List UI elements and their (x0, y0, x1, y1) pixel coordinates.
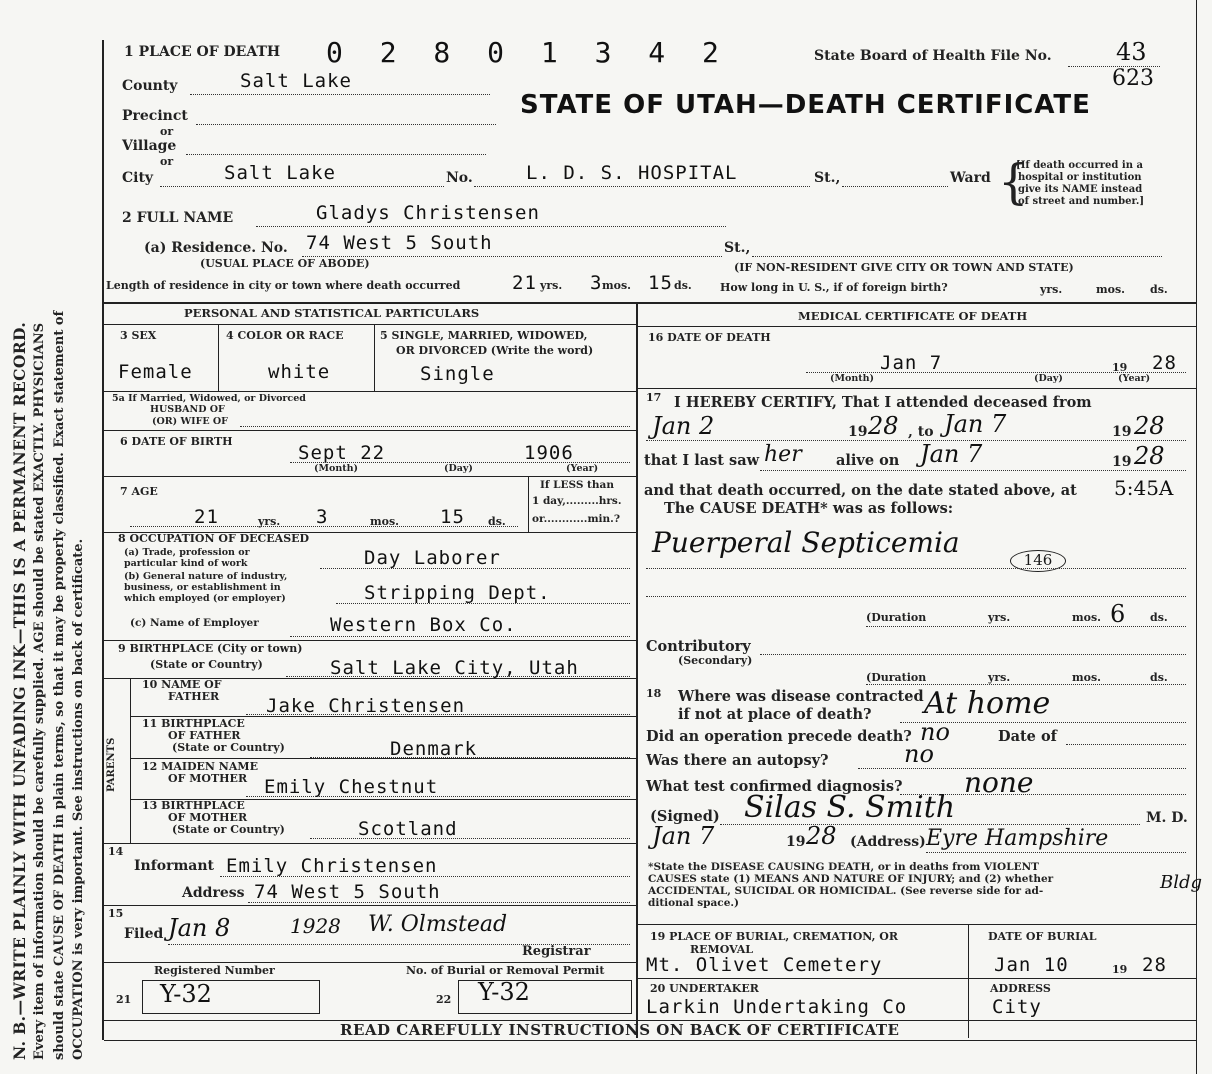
year-caption: (Year) (566, 463, 599, 474)
hours-label: 1 day,.........hrs. (532, 495, 622, 507)
residence-value: 74 West 5 South (306, 232, 493, 254)
disease-contracted-label: Where was disease contracted (678, 688, 924, 705)
county-label: County (122, 78, 178, 94)
occupation-a-label: (a) Trade, profession or (124, 547, 250, 558)
date-of-death-label: 16 DATE OF DEATH (648, 331, 771, 344)
burial-date-value: Jan 10 (994, 954, 1069, 976)
occupation-b-sublabel: business, or establishment in (124, 582, 281, 593)
informant-address-value: 74 West 5 South (254, 881, 441, 903)
disease-contracted-value: At home (924, 686, 1051, 721)
mother-birthplace-label: 13 BIRTHPLACE (142, 799, 245, 812)
violent-causes-note-3: ACCIDENTAL, SUICIDAL OR HOMICIDAL. (See reverse side for ad- (648, 885, 1044, 897)
wife-sublabel: (OR) WIFE OF (152, 416, 228, 427)
duration-value: 6 (1110, 600, 1126, 628)
occupation-a-sublabel: particular kind of work (124, 558, 248, 569)
hospital-note-3: give its NAME instead (1018, 184, 1143, 195)
personal-particulars-heading: PERSONAL AND STATISTICAL PARTICULARS (184, 306, 480, 320)
test-confirmed-label: What test confirmed diagnosis? (646, 778, 903, 795)
mother-sublabel: OF MOTHER (168, 772, 248, 785)
left-margin-instructions (4, 0, 92, 1060)
burial-place-value: Mt. Olivet Cemetery (646, 954, 883, 976)
disease-contracted-number: 18 (646, 687, 662, 700)
days-unit: ds. (1150, 671, 1168, 684)
residence-months: 3 (590, 272, 603, 294)
to-label: , to (908, 424, 934, 440)
filed-year: 1928 (290, 914, 341, 938)
months-unit: mos. (1096, 283, 1125, 296)
months-unit: mos. (1072, 611, 1101, 624)
age-days: 15 (440, 506, 465, 528)
date-of-birth-label: 6 DATE OF BIRTH (120, 435, 233, 448)
residence-street-label: St., (724, 240, 751, 256)
precinct-label: Precinct (122, 108, 188, 124)
duration-label: (Duration (866, 671, 927, 684)
left-frame-line (102, 40, 104, 1040)
days-unit: ds. (1150, 611, 1168, 624)
mother-birthplace-sublabel-2: (State or Country) (172, 823, 285, 836)
length-of-residence-label: Length of residence in city or town where death occurred (106, 279, 461, 292)
autopsy-label: Was there an autopsy? (646, 752, 829, 769)
city-label: City (122, 170, 154, 186)
less-than-label: If LESS than (540, 479, 614, 491)
death-year-prefix: 19 (1112, 361, 1128, 374)
mother-birthplace-sublabel: OF MOTHER (168, 811, 248, 824)
sex-label: 3 SEX (120, 329, 157, 342)
burial-permit-value: Y-32 (478, 978, 530, 1006)
alive-on-label: alive on (836, 452, 900, 469)
death-month-day: Jan 7 (880, 352, 943, 374)
operation-date-label: Date of (998, 728, 1057, 745)
time-of-death: 5:45A (1114, 476, 1174, 500)
place-of-death-label: 1 PLACE OF DEATH (124, 44, 281, 60)
street-number-label: No. (446, 170, 473, 186)
employer-label: (c) Name of Employer (130, 617, 259, 629)
age-months: 3 (316, 506, 329, 528)
physician-signature: Silas S. Smith (744, 790, 956, 825)
birth-year: 1906 (524, 442, 574, 464)
months-unit: mos. (1072, 671, 1101, 684)
file-number-secondary: 623 (1112, 66, 1154, 91)
year-caption: (Year) (1118, 373, 1151, 384)
signature-year: 28 (806, 822, 837, 850)
years-unit: yrs. (1040, 283, 1063, 296)
right-frame-line (1196, 0, 1197, 1074)
burial-year: 28 (1142, 954, 1167, 976)
undertaker-value: Larkin Undertaking Co (646, 996, 908, 1018)
cause-of-death-value: Puerperal Septicemia (652, 526, 960, 559)
or-label: or (160, 155, 174, 168)
mother-birthplace-value: Scotland (358, 818, 458, 840)
burial-permit-item: 22 (436, 993, 452, 1006)
file-number-label: State Board of Health File No. (814, 48, 1052, 64)
certificate-title: STATE OF UTAH—DEATH CERTIFICATE (520, 90, 1091, 120)
permanent-record-notice: N. B.—WRITE PLAINLY WITH UNFADING INK—THIS IS A PERMANENT RECORD. (10, 321, 29, 1060)
day-caption: (Day) (444, 463, 473, 474)
certify-statement: I HEREBY CERTIFY, That I attended deceased from (674, 394, 1092, 411)
test-confirmed-value: none (964, 766, 1034, 799)
hospital-note-4: of street and number.] (1018, 196, 1145, 207)
md-label: M. D. (1146, 810, 1188, 826)
attended-from-date: Jan 2 (652, 412, 715, 440)
cause-code: 146 (1010, 550, 1066, 572)
to-year-prefix: 19 (1112, 424, 1132, 440)
occupation-label: 8 OCCUPATION OF DECEASED (118, 532, 310, 545)
days-unit: ds. (674, 279, 692, 292)
month-caption: (Month) (830, 373, 875, 384)
occupation-b-label: (b) General nature of industry, (124, 571, 288, 582)
death-certificate: N. B.—WRITE PLAINLY WITH UNFADING INK—THIS IS A PERMANENT RECORD. Every item of information should be carefully supplied. AGE should be stated EXACTLY. PHYSICIANS should state CAUSE OF DEATH in plain terms, so that it may be properly classified. Exact statement of OCCUPATION is very important. See instructions on back of certificate. 1 PLACE OF DEATH 0 2 8 0 1 3 4 2 State Board of Health File No. 43 623 STATE OF UTAH—DEATH CERTIFICATE County Salt Lake Precinct or Village or City Salt Lake No. L. D. S. HOSPITAL St., Ward { [If death occurred in a hospital or institution give its NAME instead of street and number.] 2 FULL NAME Gladys Christensen (a) Residence. No. 74 West 5 South St., (USUAL PLACE OF ABODE) (IF NON-RESIDENT GIVE CITY OR TOWN AND STATE) Length of residence in city or town where death occurred 21 yrs. 3 mos. 15 ds. How long in U. S., if of foreign birth? yrs. mos. ds. PERSONAL AND STATISTICAL PARTICULARS 3 SEX Female 4 COLOR OR RACE white 5 SINGLE, MARRIED, WIDOWED, OR DIVORCED (Write the word) Single 5a If Married, Widowed, or Divorced HUSBAND OF (OR) WIFE OF 6 DATE OF BIRTH Sept 22 1906 (Month) (Day) (Year) 7 AGE 21 yrs. 3 mos. 15 ds. If LESS than 1 day,.........hrs. or............min.? 8 OCCUPATION OF DECEASED (a) Trade, profession or particular kind of work Day Laborer (b) General nature of industry, business, or establishment in which employed (or employer) Stripping Dept. (c) Name of Employer Western Box Co. 9 BIRTHPLACE (City or town) (State or Country) Salt Lake City, Utah PARENTS 10 NAME OF FATHER Jake Christensen 11 BIRTHPLACE OF FATHER (State or Country) Denmark 12 MAIDEN NAME OF MOTHER Emily Chestnut 13 BIRTHPLACE OF MOTHER (State or Country) Scotland 14 Informant Emily Christensen Address 74 West 5 South 15 Filed Jan 8 1928 W. Olmstead Registrar Registered Number No. of Burial or Removal Permit 21 Y-32 22 Y-32 MEDICAL CERTIFICATE OF DEATH 16 DATE OF DEATH Jan 7 19 28 (Month) (Day) (Year) 17 I HEREBY CERTIFY, That I attended deceased from Jan 2 19 28 , to Jan 7 19 28 that I last saw her alive on Jan 7 19 28 and that death occurred, on the date stated above, at 5:45A The CAUSE DEATH* was as follows: Puerperal Septicemia 146 (Duration yrs. mos. 6 ds. Contributory (Secondary) (Duration yrs. mos. ds. 18 Where was disease contracted if not at place of death? At home Did an operation precede death? no Date of Was there an autopsy? no What test confirmed diagnosis? none (Signed) Silas S. Smith M. D. Jan 7 19 28 (Address) Eyre Hampshire *State the DISEASE CAUSING DEATH, or in deaths from VIOLENT CAUSES state (1) MEANS AND NATURE OF INJURY; and (2) whether ACCIDENTAL, SUICIDAL OR HOMICIDAL. (See reverse side for ad- ditional space.) Bldg 19 PLACE OF BURIAL, CREMATION, OR REMOVAL Mt. Olivet Cemetery DATE OF BURIAL Jan 10 19 28 20 UNDERTAKER Larkin Undertaking Co ADDRESS City READ CAREFULLY INSTRUCTIONS ON BACK OF CERTIFICATE (0, 0, 1212, 1074)
employer-value: Western Box Co. (330, 614, 517, 636)
parents-label: PARENTS (106, 737, 117, 792)
from-year-prefix: 19 (848, 424, 868, 440)
attended-from-year: 28 (868, 412, 899, 440)
burial-permit-label: No. of Burial or Removal Permit (406, 964, 605, 977)
hospital-note-2: hospital or institution (1018, 172, 1142, 183)
autopsy-value: no (904, 740, 934, 768)
undertaker-label: 20 UNDERTAKER (650, 982, 759, 995)
color-race-value: white (268, 361, 331, 383)
color-race-label: 4 COLOR OR RACE (226, 329, 344, 342)
years-unit: yrs. (988, 611, 1011, 624)
non-resident-note: (IF NON-RESIDENT GIVE CITY OR TOWN AND STATE) (734, 261, 1074, 274)
duration-label: (Duration (866, 611, 927, 624)
father-sublabel: FATHER (168, 690, 220, 703)
father-birthplace-sublabel: OF FATHER (168, 729, 241, 742)
pronoun-value: her (764, 442, 802, 467)
footer-instructions: READ CAREFULLY INSTRUCTIONS ON BACK OF CERTIFICATE (340, 1021, 900, 1039)
death-year: 28 (1152, 352, 1177, 374)
registrar-signature: W. Olmstead (368, 912, 508, 937)
minutes-label: or............min.? (532, 513, 620, 525)
violent-causes-note-4: ditional space.) (648, 897, 740, 909)
residence-days: 15 (648, 272, 673, 294)
filed-number: 15 (108, 907, 124, 920)
abode-note: (USUAL PLACE OF ABODE) (200, 257, 370, 270)
signature-date: Jan 7 (652, 822, 715, 850)
informant-value: Emily Christensen (226, 855, 438, 877)
registered-number-item: 21 (116, 993, 132, 1006)
husband-label: 5a If Married, Widowed, or Divorced (112, 393, 306, 404)
attended-to-date: Jan 7 (944, 410, 1007, 438)
father-birthplace-sublabel-2: (State or Country) (172, 741, 285, 754)
marital-status-sublabel: OR DIVORCED (Write the word) (396, 344, 594, 357)
county-value: Salt Lake (240, 70, 352, 92)
father-birthplace-value: Denmark (390, 738, 478, 760)
informant-address-label: Address (182, 885, 245, 901)
physician-address-value: Eyre Hampshire (926, 826, 1109, 851)
father-name-label: 10 NAME OF (142, 678, 222, 691)
filed-date: Jan 8 (168, 914, 231, 942)
alive-year-prefix: 19 (1112, 454, 1132, 470)
years-unit: yrs. (540, 279, 563, 292)
city-value: Salt Lake (224, 162, 336, 184)
days-unit: ds. (1150, 283, 1168, 296)
residence-label: (a) Residence. No. (144, 240, 288, 256)
village-label: Village (122, 138, 177, 154)
file-number: 43 (1116, 38, 1147, 66)
marital-status-label: 5 SINGLE, MARRIED, WIDOWED, (380, 329, 588, 342)
mother-name-value: Emily Chestnut (264, 776, 439, 798)
filed-label: Filed (124, 926, 164, 942)
birthplace-value: Salt Lake City, Utah (330, 657, 579, 679)
last-saw-label: that I last saw (644, 452, 760, 469)
undertaker-address-value: City (992, 996, 1042, 1018)
birth-month-day: Sept 22 (298, 442, 386, 464)
registered-number-value: Y-32 (160, 980, 212, 1008)
hospital-value: L. D. S. HOSPITAL (526, 162, 738, 184)
instruction-line-1: Every item of information should be carefully supplied. AGE should be stated EXACTLY. PHYSICIANS (32, 322, 47, 1060)
certify-number: 17 (646, 391, 662, 404)
registrar-label: Registrar (522, 944, 591, 959)
informant-number: 14 (108, 845, 124, 858)
signature-year-prefix: 19 (786, 834, 806, 850)
hospital-note-1: [If death occurred in a (1016, 160, 1143, 171)
registered-number-label: Registered Number (154, 964, 275, 977)
undertaker-address-label: ADDRESS (990, 982, 1051, 995)
violent-causes-note-2: CAUSES state (1) MEANS AND NATURE OF INJURY; and (2) whether (648, 873, 1054, 885)
marital-status-value: Single (420, 363, 495, 385)
operation-label: Did an operation precede death? (646, 728, 912, 745)
day-caption: (Day) (1034, 373, 1063, 384)
burial-year-prefix: 19 (1112, 963, 1128, 976)
margin-handwriting: Bldg (1160, 872, 1203, 893)
age-label: 7 AGE (120, 485, 158, 498)
burial-place-sublabel: REMOVAL (690, 943, 754, 956)
medical-certificate-heading: MEDICAL CERTIFICATE OF DEATH (798, 309, 1028, 323)
center-divider (636, 302, 638, 1038)
contributory-label: Contributory (646, 638, 751, 655)
sex-value: Female (118, 361, 193, 383)
instruction-line-3: OCCUPATION is very important. See instructions on back of certificate. (71, 538, 86, 1060)
secondary-label: (Secondary) (678, 654, 753, 667)
us-residence-label: How long in U. S., if of foreign birth? (720, 281, 948, 294)
birthplace-sublabel: (State or Country) (150, 658, 263, 671)
mother-name-label: 12 MAIDEN NAME (142, 760, 258, 773)
signed-label: (Signed) (650, 808, 720, 825)
months-unit: mos. (602, 279, 631, 292)
disease-contracted-sublabel: if not at place of death? (678, 706, 872, 723)
full-name-value: Gladys Christensen (316, 202, 540, 224)
last-seen-year: 28 (1134, 442, 1165, 470)
burial-place-label: 19 PLACE OF BURIAL, CREMATION, OR (650, 930, 899, 943)
years-unit: yrs. (258, 515, 281, 528)
father-birthplace-label: 11 BIRTHPLACE (142, 717, 245, 730)
years-unit: yrs. (988, 671, 1011, 684)
last-seen-date: Jan 7 (920, 440, 983, 468)
or-label: or (160, 125, 174, 138)
months-unit: mos. (370, 515, 399, 528)
occupation-trade: Day Laborer (364, 547, 501, 569)
physician-address-label: (Address) (850, 834, 926, 850)
ward-label: Ward (950, 170, 991, 186)
occupation-b-sublabel-2: which employed (or employer) (124, 593, 286, 604)
death-occurred-label: and that death occurred, on the date stated above, at (644, 482, 1077, 499)
burial-date-label: DATE OF BURIAL (988, 930, 1097, 943)
violent-causes-note-1: *State the DISEASE CAUSING DEATH, or in deaths from VIOLENT (648, 861, 1039, 873)
husband-sublabel: HUSBAND OF (150, 404, 225, 415)
operation-value: no (920, 718, 950, 746)
days-unit: ds. (488, 515, 506, 528)
attended-to-year: 28 (1134, 412, 1165, 440)
cause-of-death-label: The CAUSE DEATH* was as follows: (664, 500, 954, 517)
age-years: 21 (194, 506, 219, 528)
instruction-line-2: should state CAUSE OF DEATH in plain terms, so that it may be properly classified. Exact statement of (52, 310, 67, 1060)
street-label: St., (814, 170, 841, 186)
father-name-value: Jake Christensen (266, 695, 466, 717)
informant-label: Informant (134, 858, 214, 874)
birthplace-label: 9 BIRTHPLACE (City or town) (118, 642, 303, 655)
month-caption: (Month) (314, 463, 359, 474)
occupation-industry: Stripping Dept. (364, 582, 551, 604)
full-name-label: 2 FULL NAME (122, 210, 234, 226)
stamp-number: 0 2 8 0 1 3 4 2 (326, 36, 729, 69)
residence-years: 21 (512, 272, 537, 294)
